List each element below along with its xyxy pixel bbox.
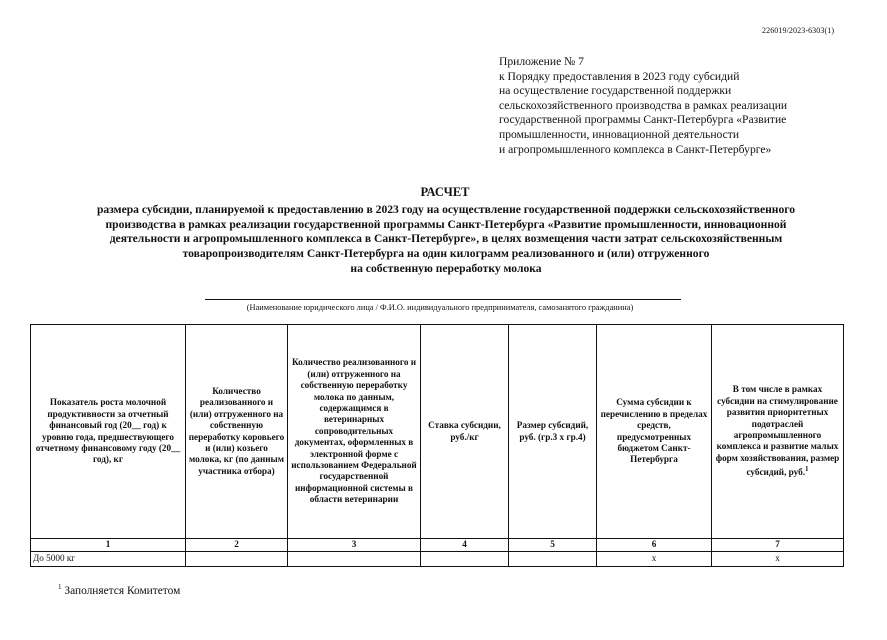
subsidy-rate-cell[interactable] (421, 552, 509, 567)
column-number: 6 (597, 539, 712, 552)
footnote-text: Заполняется Комитетом (64, 584, 181, 597)
footnote-mark: 1 (58, 583, 62, 591)
col-header-subsidy-rate: Ставка субсидии, руб./кг (421, 325, 509, 539)
quantity-participant-cell[interactable] (186, 552, 288, 567)
subtitle-line: размера субсидии, планируемой к предоставлению в 2023 году на осуществление государственной поддержки сельскохозяйственного (96, 203, 796, 216)
appendix-line: сельскохозяйственного производства в рамках реализации (499, 98, 788, 112)
footnote (58, 583, 180, 597)
appendix-line: к Порядку предоставления в 2023 году субсидий (499, 69, 740, 83)
subtitle-line: товаропроизводителям Санкт-Петербурга на один килограмм реализованного и (или) отгруженного (182, 247, 710, 261)
column-number: 4 (421, 539, 509, 552)
footnote-ref: 1 (805, 465, 809, 474)
subtitle-line: производства в рамках реализации государственной программы Санкт-Петербурга «Развитие промышленности, инновационной (105, 217, 787, 231)
col-header-growth-indicator: Показатель роста молочной продуктивности за отчетный финансовый год (20__ год) к уровню года, предшествующего отчетному финансовому году (20__ год), кг (31, 325, 186, 539)
table-row (31, 552, 844, 567)
appendix-note (499, 55, 859, 157)
subsidy-size-cell[interactable] (509, 552, 597, 567)
entity-name-caption: (Наименование юридического лица / Ф.И.О. индивидуального предпринимателя, самозанятого гражданина) (246, 303, 634, 312)
appendix-line: промышленности, инновационной деятельности (499, 127, 740, 141)
table-header-row (31, 325, 844, 539)
subtitle-line: на собственную переработку молока (350, 261, 542, 275)
quantity-vet-docs-cell[interactable] (288, 552, 421, 567)
col-header-subsidy-transfer: Сумма субсидии к перечислению в пределах средств, предусмотренных бюджетом Санкт-Петербурга (597, 325, 712, 539)
page-subtitle (36, 203, 856, 277)
col-header-priority-subsidy: В том числе в рамках субсидии на стимулирование развития приоритетных подотраслей агропромышленного комплекса и развитие малых форм хозяйствования, размер субсидий, руб.$^1$ (712, 325, 844, 539)
col-header-quantity-participant: Количество реализованного и (или) отгруженного на собственную переработку коровьего и (или) козьего молока, кг (по данным участника отбора) (186, 325, 288, 539)
column-number: 1 (31, 539, 186, 552)
column-number-row (31, 539, 844, 552)
appendix-line: на осуществление государственной поддержки (499, 84, 732, 98)
column-number: 5 (509, 539, 597, 552)
entity-name-line[interactable] (205, 299, 681, 300)
priority-subsidy-cell: x (712, 552, 844, 567)
appendix-line: Приложение № 7 (499, 55, 584, 68)
calculation-table (30, 324, 844, 567)
col-header-subsidy-size: Размер субсидий, руб. (гр.3 х гр.4) (509, 325, 597, 539)
subsidy-transfer-cell: x (597, 552, 712, 567)
col-header-quantity-vet-docs: Количество реализованного и (или) отгруженного на собственную переработку молока по данным, содержащимся в ветеринарных сопроводительных документах, оформленных в электронной форме с использованием Федеральной государственной информационной системы в области ветеринарии (288, 325, 421, 539)
column-number: 7 (712, 539, 844, 552)
subtitle-line: деятельности и агропромышленного комплекса в Санкт-Петербурге», в целях возмещения части затрат сельскохозяйственным (109, 232, 783, 246)
document-id: 226019/2023-6303(1) (762, 26, 835, 35)
row-label: До 5000 кг (31, 552, 186, 567)
appendix-line: и агропромышленного комплекса в Санкт-Петербурге» (499, 142, 772, 156)
page-title: РАСЧЕТ (420, 185, 470, 199)
column-number: 3 (288, 539, 421, 552)
appendix-line: государственной программы Санкт-Петербурга «Развитие (499, 113, 787, 127)
column-number: 2 (186, 539, 288, 552)
